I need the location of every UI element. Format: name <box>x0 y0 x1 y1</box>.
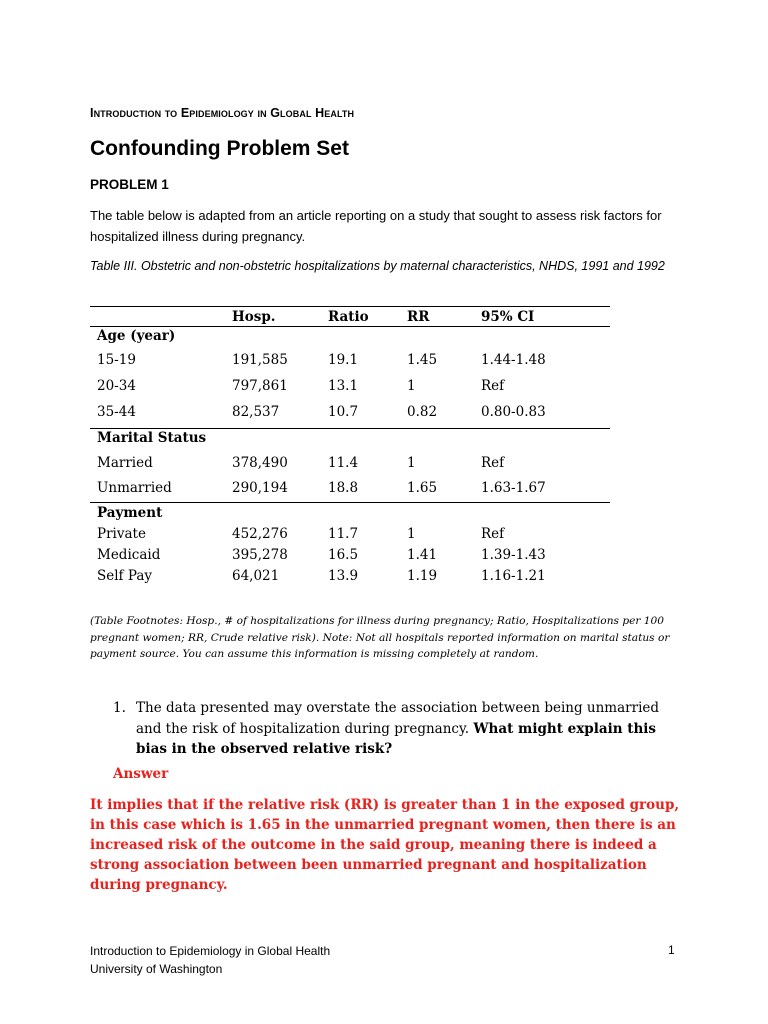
column-header: RR <box>407 309 430 325</box>
table-group-rule <box>90 502 610 503</box>
ci-cell: 1.39-1.43 <box>481 547 546 563</box>
rr-cell: 1.65 <box>407 480 438 496</box>
ratio-cell: 19.1 <box>328 352 359 368</box>
answer-text: It implies that if the relative risk (RR) is greater than 1 in the exposed group, in this case which is 1.65 in the unmarried pregnant women, then there is an increased risk of the outcome in the said group, meaning there is indeed a strong association between been unmarried pregnant and hospitalization during pregnancy. <box>90 797 680 893</box>
rr-cell: 1.45 <box>407 352 438 368</box>
hosp-cell: 378,490 <box>232 455 288 471</box>
intro-paragraph: The table below is adapted from an article reporting on a study that sought to assess risk factors for hospitalized illness during pregnancy. <box>90 208 662 244</box>
column-header: Ratio <box>328 309 369 325</box>
ratio-cell: 11.4 <box>328 455 359 471</box>
hosp-cell: 64,021 <box>232 568 280 584</box>
rr-cell: 1 <box>407 455 416 471</box>
ratio-cell: 10.7 <box>328 404 359 420</box>
group-label: Age (year) <box>97 328 176 344</box>
table-top-rule <box>90 306 610 307</box>
table-group-rule <box>90 428 610 429</box>
row-label: Self Pay <box>97 568 152 584</box>
row-label: 35-44 <box>97 404 136 420</box>
ratio-cell: 16.5 <box>328 547 359 563</box>
ci-cell: Ref <box>481 455 505 471</box>
rr-cell: 1 <box>407 378 416 394</box>
hosp-cell: 82,537 <box>232 404 280 420</box>
question-statement: The data presented may overstate the association between being unmarried and the risk of hospitalization during pregnancy. <box>136 700 660 737</box>
page-number: 1 <box>668 943 675 957</box>
ratio-cell: 13.1 <box>328 378 359 394</box>
problem-heading: PROBLEM 1 <box>90 177 169 192</box>
group-label: Marital Status <box>97 430 207 446</box>
document-title: Confounding Problem Set <box>90 137 349 160</box>
ci-cell: 1.63-1.67 <box>481 480 546 496</box>
row-label: Private <box>97 526 146 542</box>
ci-cell: 0.80-0.83 <box>481 404 546 420</box>
row-label: 20-34 <box>97 378 136 394</box>
rr-cell: 1.41 <box>407 547 438 563</box>
question-number: 1. <box>113 700 126 716</box>
footer-institution: University of Washington <box>90 961 223 976</box>
answer-label: Answer <box>113 766 169 782</box>
rr-cell: 1 <box>407 526 416 542</box>
table-footnote: (Table Footnotes: Hosp., # of hospitalizations for illness during pregnancy; Ratio, Hospitalizations per 100 pregnant women; RR, Crude relative risk). Note: Not all hospitals reported information on marital status or payment source. You can assume this information is missing completely at random. <box>90 615 670 660</box>
hosp-cell: 452,276 <box>232 526 288 542</box>
table-header-rule <box>90 326 610 327</box>
course-header: Introduction to Epidemiology in Global Health <box>90 106 355 120</box>
group-label: Payment <box>97 505 163 521</box>
rr-cell: 1.19 <box>407 568 438 584</box>
hosp-cell: 395,278 <box>232 547 288 563</box>
row-label: Medicaid <box>97 547 161 563</box>
hosp-cell: 797,861 <box>232 378 288 394</box>
row-label: 15-19 <box>97 352 136 368</box>
column-header: Hosp. <box>232 309 276 325</box>
hosp-cell: 191,585 <box>232 352 288 368</box>
row-label: Married <box>97 455 153 471</box>
row-label: Unmarried <box>97 480 172 496</box>
column-header: 95% CI <box>481 309 535 325</box>
question-text <box>136 698 686 760</box>
ci-cell: 1.16-1.21 <box>481 568 546 584</box>
hosp-cell: 290,194 <box>232 480 288 496</box>
ci-cell: 1.44-1.48 <box>481 352 546 368</box>
ratio-cell: 11.7 <box>328 526 359 542</box>
rr-cell: 0.82 <box>407 404 438 420</box>
page-footer <box>90 943 330 978</box>
ci-cell: Ref <box>481 526 505 542</box>
ratio-cell: 18.8 <box>328 480 359 496</box>
table-caption: Table III. Obstetric and non-obstetric hospitalizations by maternal characteristics, NHDS, 1991 and 1992 <box>90 259 665 273</box>
ratio-cell: 13.9 <box>328 568 359 584</box>
question-prompt: What might explain this bias in the observed relative risk? <box>136 720 657 757</box>
footer-course: Introduction to Epidemiology in Global Health <box>90 944 331 958</box>
ci-cell: Ref <box>481 378 505 394</box>
